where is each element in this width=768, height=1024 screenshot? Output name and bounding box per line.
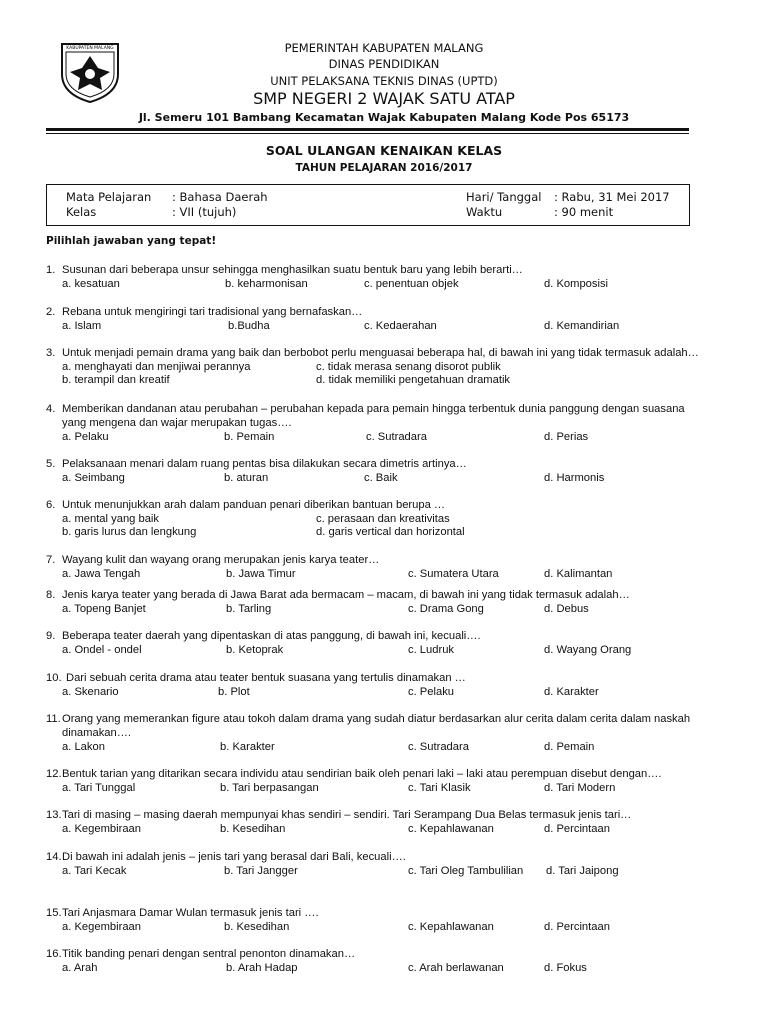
answer-option: b. terampil dan kreatif bbox=[62, 374, 170, 386]
time-label: Waktu bbox=[466, 205, 503, 219]
question-text: Memberikan dandanan atau perubahan – perubahan kepada para pemain hingga terbentuk dunia panggung dengan suasana bbox=[62, 403, 685, 415]
question-text: Wayang kulit dan wayang orang merupakan jenis karya teater… bbox=[62, 554, 380, 566]
answer-option: a. Kegembiraan bbox=[62, 921, 141, 933]
answer-option: d. Fokus bbox=[544, 962, 587, 974]
answer-option: c. perasaan dan kreativitas bbox=[316, 513, 450, 525]
answer-option: d. Tari Jaipong bbox=[546, 865, 619, 877]
answer-option: a. menghayati dan menjiwai perannya bbox=[62, 361, 251, 373]
question-text: Titik banding penari dengan sentral penonton dinamakan… bbox=[62, 948, 356, 960]
question-text: Bentuk tarian yang ditarikan secara individu atau sendirian baik oleh penari laki – laki atau perempuan disebut dengan…. bbox=[62, 768, 662, 780]
subject-label: Mata Pelajaran bbox=[66, 190, 152, 204]
answer-option: a. Tari Kecak bbox=[62, 865, 127, 877]
question-number: 6. bbox=[46, 499, 56, 511]
answer-option: c. tidak merasa senang disorot publik bbox=[316, 361, 501, 373]
school-name: SMP NEGERI 2 WAJAK SATU ATAP bbox=[253, 89, 515, 108]
question-number: 16. bbox=[46, 948, 62, 960]
answer-option: b. garis lurus dan lengkung bbox=[62, 526, 197, 538]
answer-option: d. garis vertical dan horizontal bbox=[316, 526, 465, 538]
answer-option: a. Skenario bbox=[62, 686, 119, 698]
answer-option: b. keharmonisan bbox=[225, 278, 308, 290]
time-value: : 90 menit bbox=[554, 205, 614, 219]
answer-option: c. Pelaku bbox=[408, 686, 455, 698]
answer-option: c. Sutradara bbox=[366, 431, 427, 443]
question-number: 10. bbox=[46, 672, 62, 684]
answer-option: d. Kemandirian bbox=[544, 320, 620, 332]
answer-option: d. Wayang Orang bbox=[544, 644, 632, 656]
answer-option: c. Baik bbox=[364, 472, 398, 484]
answer-option: b. Kesedihan bbox=[220, 823, 286, 835]
answer-option: c. Drama Gong bbox=[408, 603, 484, 615]
answer-option: c. Kedaerahan bbox=[364, 320, 437, 332]
answer-option: c. Arah berlawanan bbox=[408, 962, 504, 974]
question-text: Susunan dari beberapa unsur sehingga menghasilkan suatu bentuk baru yang lebih berarti… bbox=[62, 264, 523, 276]
answer-option: b. Tarling bbox=[226, 603, 272, 615]
answer-option: b. Plot bbox=[218, 686, 250, 698]
answer-option: c. penentuan objek bbox=[364, 278, 459, 290]
question-text: Rebana untuk mengiringi tari tradisional yang bernafaskan… bbox=[62, 306, 363, 318]
gov-line: PEMERINTAH KABUPATEN MALANG bbox=[284, 41, 484, 55]
answer-option: d. Harmonis bbox=[544, 472, 605, 484]
question-number: 15. bbox=[46, 907, 62, 919]
answer-option: d. Komposisi bbox=[544, 278, 609, 290]
day-value: : Rabu, 31 Mei 2017 bbox=[554, 190, 670, 204]
answer-option: a. Arah bbox=[62, 962, 98, 974]
exam-year: TAHUN PELAJARAN 2016/2017 bbox=[295, 162, 473, 174]
question-text: yang mengena dan wajar merupakan tugas…. bbox=[62, 417, 292, 429]
question-text: Di bawah ini adalah jenis – jenis tari yang berasal dari Bali, kecuali…. bbox=[62, 851, 406, 863]
answer-option: d. tidak memiliki pengetahuan dramatik bbox=[316, 374, 511, 386]
question-text: Pelaksanaan menari dalam ruang pentas bisa dilakukan secara dimetris artinya… bbox=[62, 458, 467, 470]
question-text: Tari di masing – masing daerah mempunyai khas sendiri – sendiri. Tari Serampang Dua Belas termasuk jenis tari… bbox=[62, 809, 632, 821]
instruction: Pilihlah jawaban yang tepat! bbox=[46, 235, 217, 247]
answer-option: c. Ludruk bbox=[408, 644, 455, 656]
answer-option: b.Budha bbox=[228, 320, 270, 332]
class-value: : VII (tujuh) bbox=[172, 205, 237, 219]
answer-option: a. Jawa Tengah bbox=[62, 568, 141, 580]
answer-option: d. Karakter bbox=[544, 686, 599, 698]
answer-option: a. Seimbang bbox=[62, 472, 125, 484]
answer-option: d. Debus bbox=[544, 603, 589, 615]
question-text: Tari Anjasmara Damar Wulan termasuk jenis tari …. bbox=[62, 907, 319, 919]
answer-option: b. Tari berpasangan bbox=[220, 782, 319, 794]
question-text: dinamakan…. bbox=[62, 727, 132, 739]
answer-option: b. Pemain bbox=[224, 431, 275, 443]
answer-option: b. Ketoprak bbox=[226, 644, 284, 656]
answer-option: d. Percintaan bbox=[544, 823, 610, 835]
answer-option: a. Islam bbox=[62, 320, 102, 332]
answer-option: c. Kepahlawanan bbox=[408, 921, 494, 933]
answer-option: d. Tari Modern bbox=[544, 782, 616, 794]
answer-option: c. Tari Oleg Tambulilian bbox=[408, 865, 524, 877]
class-label: Kelas bbox=[66, 205, 97, 219]
answer-option: b. Karakter bbox=[220, 741, 275, 753]
question-number: 5. bbox=[46, 458, 56, 470]
question-number: 12. bbox=[46, 768, 62, 780]
question-number: 11. bbox=[46, 713, 61, 725]
question-number: 2. bbox=[46, 306, 56, 318]
answer-option: c. Sutradara bbox=[408, 741, 469, 753]
answer-option: c. Tari Klasik bbox=[408, 782, 471, 794]
header-rule-thin bbox=[46, 133, 689, 134]
subject-value: : Bahasa Daerah bbox=[172, 190, 268, 204]
question-number: 8. bbox=[46, 589, 56, 601]
question-number: 7. bbox=[46, 554, 56, 566]
answer-option: a. Pelaku bbox=[62, 431, 109, 443]
answer-option: a. Kegembiraan bbox=[62, 823, 141, 835]
question-text: Dari sebuah cerita drama atau teater bentuk suasana yang tertulis dinamakan … bbox=[66, 672, 466, 684]
question-number: 14. bbox=[46, 851, 62, 863]
question-number: 1. bbox=[46, 264, 56, 276]
svg-text:KABUPATEN MALANG: KABUPATEN MALANG bbox=[66, 46, 114, 51]
office-line: DINAS PENDIDIKAN bbox=[328, 57, 440, 71]
answer-option: a. Ondel - ondel bbox=[62, 644, 142, 656]
answer-option: a. Topeng Banjet bbox=[62, 603, 146, 615]
question-text: Untuk menunjukkan arah dalam panduan penari diberikan bantuan berupa … bbox=[62, 499, 446, 511]
answer-option: d. Pemain bbox=[544, 741, 595, 753]
header-rule bbox=[46, 128, 689, 131]
answer-option: a. Tari Tunggal bbox=[62, 782, 136, 794]
question-text: Jenis karya teater yang berada di Jawa Barat ada bermacam – macam, di bawah ini yang tidak termasuk adalah… bbox=[62, 589, 630, 601]
answer-option: b. Jawa Timur bbox=[226, 568, 296, 580]
answer-option: c. Kepahlawanan bbox=[408, 823, 494, 835]
answer-option: c. Sumatera Utara bbox=[408, 568, 499, 580]
answer-option: d. Kalimantan bbox=[544, 568, 613, 580]
exam-title: SOAL ULANGAN KENAIKAN KELAS bbox=[265, 143, 503, 158]
answer-option: b. Kesedihan bbox=[224, 921, 290, 933]
question-number: 9. bbox=[46, 630, 56, 642]
school-address: Jl. Semeru 101 Bambang Kecamatan Wajak Kabupaten Malang Kode Pos 65173 bbox=[138, 111, 630, 124]
answer-option: a. mental yang baik bbox=[62, 513, 160, 525]
question-number: 13. bbox=[46, 809, 62, 821]
answer-option: b. Arah Hadap bbox=[226, 962, 298, 974]
question-text: Orang yang memerankan figure atau tokoh dalam drama yang sudah diatur berdasarkan alur cerita dalam cerita dalam naskah bbox=[62, 713, 691, 725]
answer-option: b. Tari Jangger bbox=[224, 865, 298, 877]
answer-option: a. Lakon bbox=[62, 741, 105, 753]
question-text: Untuk menjadi pemain drama yang baik dan berbobot perlu menguasai beberapa hal, di bawah ini yang tidak termasuk adalah… bbox=[62, 347, 699, 359]
answer-option: d. Perias bbox=[544, 431, 589, 443]
answer-option: a. kesatuan bbox=[62, 278, 120, 290]
question-text: Beberapa teater daerah yang dipentaskan di atas panggung, di bawah ini, kecuali…. bbox=[62, 630, 481, 642]
answer-option: b. aturan bbox=[224, 472, 269, 484]
answer-option: d. Percintaan bbox=[544, 921, 610, 933]
unit-line: UNIT PELAKSANA TEKNIS DINAS (UPTD) bbox=[270, 74, 498, 88]
day-label: Hari/ Tanggal bbox=[466, 190, 542, 204]
question-number: 4. bbox=[46, 403, 56, 415]
question-number: 3. bbox=[46, 347, 56, 359]
